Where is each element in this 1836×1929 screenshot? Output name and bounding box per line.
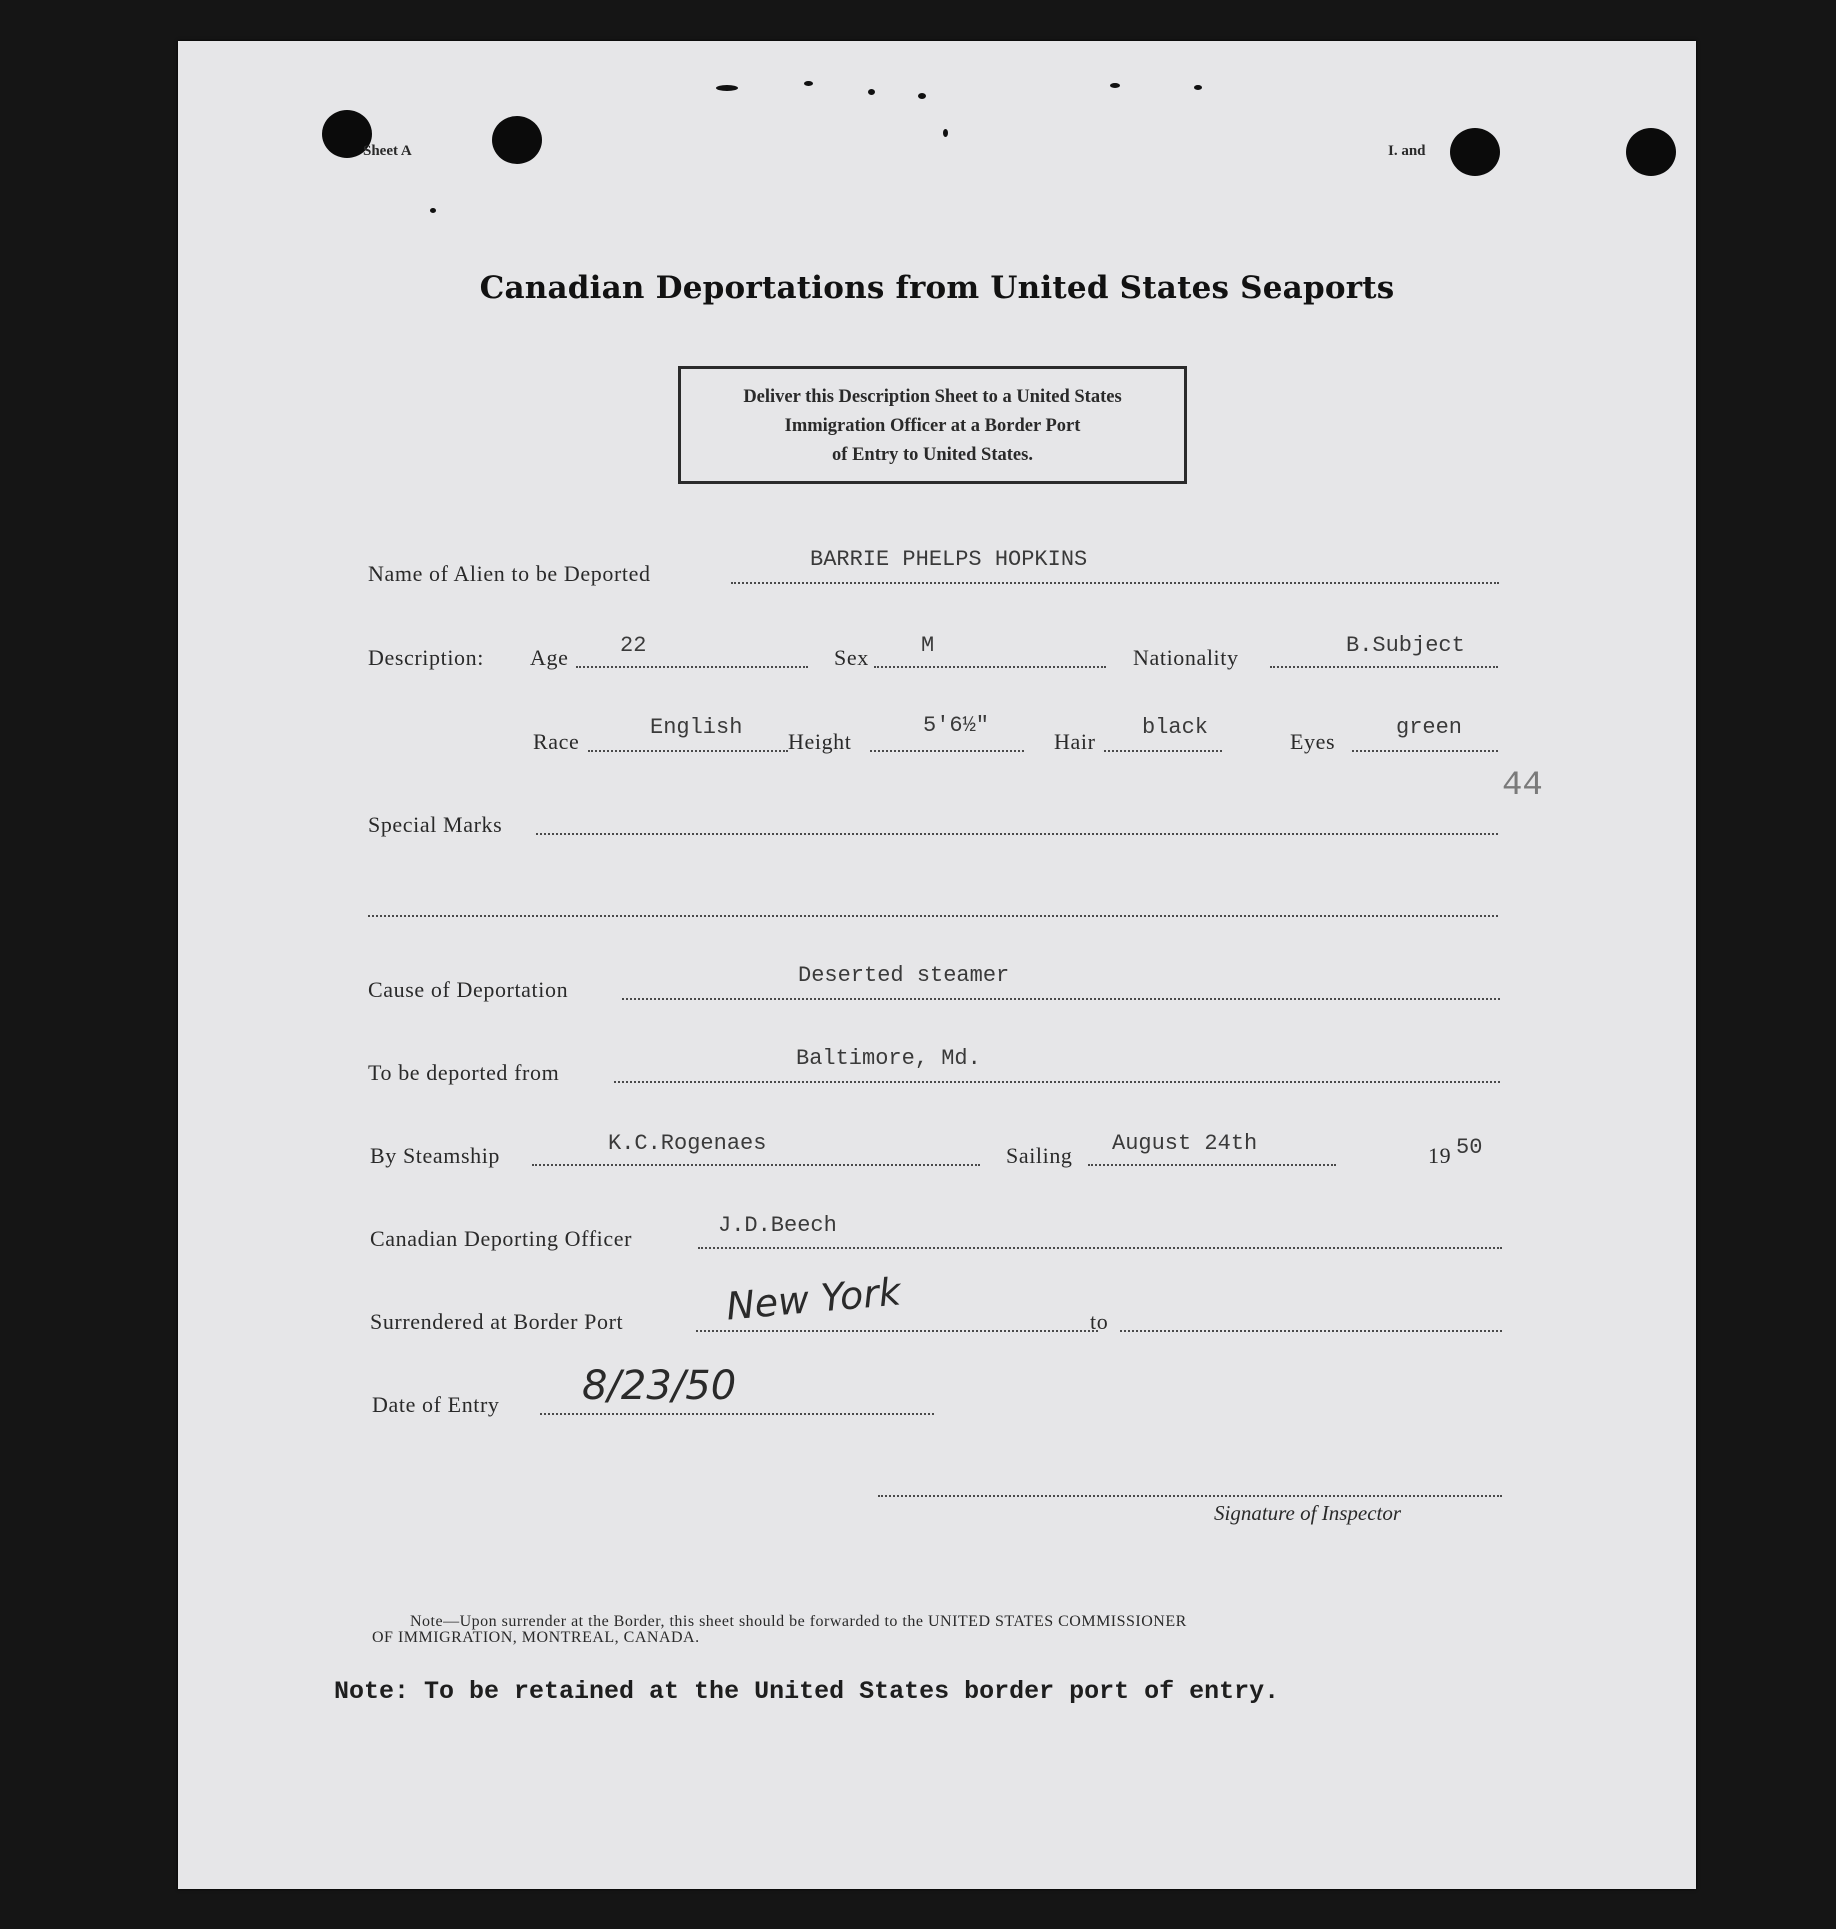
description-sheet <box>178 41 1696 1889</box>
punch-hole-2 <box>492 116 542 164</box>
sailing-label: Sailing <box>1006 1143 1073 1168</box>
height-label: Height <box>788 729 852 754</box>
nationality-label: Nationality <box>1133 645 1239 670</box>
special-marks-label: Special Marks <box>368 812 503 837</box>
year-prefix: 19 <box>1428 1143 1452 1168</box>
eyes-value: green <box>1396 715 1463 740</box>
notice-line: Deliver this Description Sheet to a United States <box>743 387 1122 407</box>
deported-from-value: Baltimore, Md. <box>796 1046 981 1071</box>
cause-label: Cause of Deportation <box>368 977 569 1002</box>
page-number: 44 <box>1502 767 1543 805</box>
race-line <box>588 750 788 752</box>
ink-speck <box>430 208 436 213</box>
race-label: Race <box>533 729 580 754</box>
sex-line <box>874 666 1106 668</box>
officer-label: Canadian Deporting Officer <box>370 1226 632 1251</box>
steamship-value: K.C.Rogenaes <box>608 1131 767 1156</box>
punch-hole-4 <box>1626 128 1676 176</box>
hair-value: black <box>1142 715 1209 740</box>
description-label: Description: <box>368 645 484 670</box>
date-of-entry-label: Date of Entry <box>372 1392 500 1417</box>
sex-value: M <box>921 633 935 658</box>
ink-speck <box>1110 83 1120 88</box>
ink-speck <box>868 89 875 95</box>
deported-from-label: To be deported from <box>368 1060 560 1085</box>
ink-speck <box>804 81 813 86</box>
signature-line <box>878 1495 1502 1497</box>
date-of-entry-value: 8/23/50 <box>582 1363 737 1409</box>
border-port-line <box>696 1330 1098 1332</box>
signature-label: Signature of Inspector <box>1214 1501 1402 1525</box>
hair-line <box>1104 750 1222 752</box>
form-title: Canadian Deportations from United States Seaports <box>479 270 1395 306</box>
notice-box <box>678 366 1187 484</box>
punch-hole-3 <box>1450 128 1500 176</box>
steamship-line <box>532 1164 980 1166</box>
to-line <box>1120 1330 1502 1332</box>
sailing-line <box>1088 1164 1336 1166</box>
year-value: 50 <box>1456 1135 1483 1160</box>
deported-from-line <box>614 1081 1500 1083</box>
cause-line <box>622 998 1500 1000</box>
nationality-line <box>1270 666 1498 668</box>
date-of-entry-line <box>540 1413 934 1415</box>
special-marks-line-2 <box>368 915 1498 917</box>
eyes-label: Eyes <box>1290 729 1336 754</box>
name-line <box>731 582 1499 584</box>
sheet-label: Sheet A <box>363 143 412 159</box>
border-port-value: New York <box>724 1269 903 1329</box>
special-marks-line <box>536 833 1498 835</box>
officer-value: J.D.Beech <box>718 1213 837 1238</box>
officer-line <box>698 1247 1502 1249</box>
name-label: Name of Alien to be Deported <box>368 561 651 586</box>
ink-speck <box>716 85 738 91</box>
age-label: Age <box>530 645 569 670</box>
age-value: 22 <box>620 633 647 658</box>
hair-label: Hair <box>1054 729 1096 754</box>
form-label: I. and <box>1388 143 1426 159</box>
height-value: 5'6½" <box>923 713 990 738</box>
cause-value: Deserted steamer <box>798 963 1010 988</box>
nationality-value: B.Subject <box>1346 633 1465 658</box>
eyes-line <box>1352 750 1498 752</box>
race-value: English <box>650 715 743 740</box>
border-port-label: Surrendered at Border Port <box>370 1309 624 1334</box>
ink-speck <box>918 93 926 99</box>
ink-speck <box>943 129 948 137</box>
sailing-value: August 24th <box>1112 1131 1258 1156</box>
age-line <box>576 666 808 668</box>
sex-label: Sex <box>834 645 869 670</box>
printed-note-line-2: OF IMMIGRATION, MONTREAL, CANADA. <box>372 1629 700 1646</box>
ink-speck <box>1194 85 1202 90</box>
notice-line: Immigration Officer at a Border Port <box>784 416 1081 436</box>
steamship-label: By Steamship <box>370 1143 501 1168</box>
name-value: BARRIE PHELPS HOPKINS <box>810 547 1088 572</box>
to-label: to <box>1090 1309 1109 1334</box>
typed-note: Note: To be retained at the United States border port of entry. <box>334 1677 1280 1706</box>
printed-note-line-1: Note—Upon surrender at the Border, this sheet should be forwarded to the UNITED STATES COMMISSIONER <box>410 1613 1187 1630</box>
notice-line: of Entry to United States. <box>832 445 1033 465</box>
height-line <box>870 750 1024 752</box>
